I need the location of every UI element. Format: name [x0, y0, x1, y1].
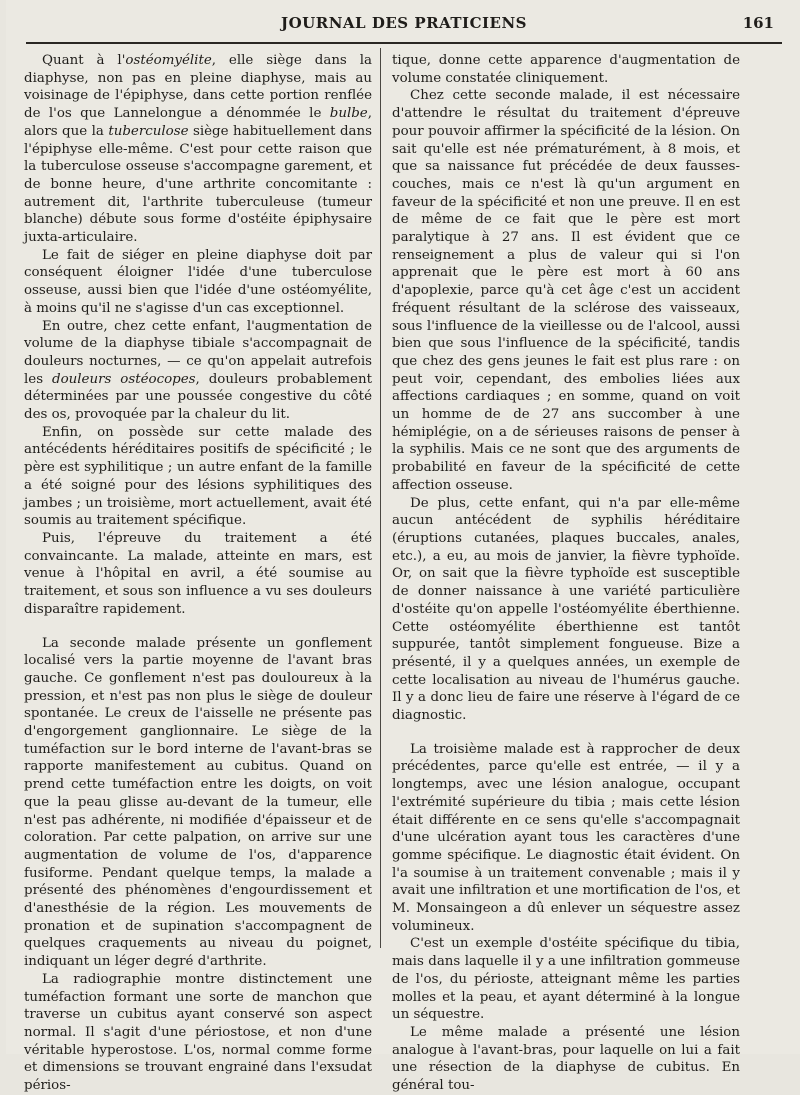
- text-run: , elle siège dans la diaphyse, non pas en pleine diaphyse, mais au voisinage de l'épiphyse, dans cette portion renflée de l'os que Lannelongue a dénommée le: [24, 53, 372, 122]
- page-number: 161: [742, 14, 774, 32]
- paragraph-exemple: C'est un exemple d'ostéite spécifique du tibia, mais dans laquelle il y a une infiltration gommeuse de l'os, du périoste, atteignant même les parties molles et la peau, et ayant déterminé à la longue un séquestre.: [392, 936, 740, 1023]
- paragraph-typhoide: De plus, cette enfant, qui n'a par elle-même aucun antécédent de syphilis héréditaire (éruptions cutanées, plaques buccales, anales, etc.), a eu, au mois de janvier, la fièvre typhoïde. Or, on sait que la fièvre typhoïde est susceptible de donner naissance à une variété particulière d'ostéite qu'on appelle l'ostéomyélite éberthienne. Cette ostéomyélite éberthienne est tantôt suppurée, tantôt simplement fongueuse. Bize a présenté, il y a quelques années, un exemple de cette localisation au niveau de l'humérus gauche. Il y a donc lieu de faire une réserve à l'égard de ce diagnostic.: [392, 495, 740, 724]
- italic-term: douleurs ostéocopes: [52, 371, 196, 387]
- italic-term: tuberculose: [108, 123, 189, 139]
- italic-term: bulbe: [329, 106, 368, 122]
- page-header: [26, 8, 782, 42]
- paragraph-epreuve: Puis, l'épreuve du traitement a été convaincante. La malade, atteinte en mars, est venue à l'hôpital en avril, a été soumise au traitement, et sous son influence a vu ses douleurs disparaître rapidement.: [24, 530, 372, 617]
- italic-term: ostéomyélite: [125, 53, 212, 68]
- paragraph-continuation: tique, donne cette apparence d'augmentation de volume constatée cliniquement.: [392, 53, 740, 86]
- paragraph-diaphyse: Le fait de siéger en pleine diaphyse doit par conséquent éloigner l'idée d'une tuberculose osseuse, aussi bien que l'idée d'une ostéomyélite, à moins qu'il ne s'agisse d'un cas exceptionnel.: [24, 247, 372, 316]
- left-column: [24, 52, 372, 1095]
- paragraph-traitement: Chez cette seconde malade, il est nécessaire d'attendre le résultat du traitement d'épreuve pour pouvoir affirmer la spécificité de la lésion. On sait qu'elle est née prématurément, à 8 mois, et que sa naissance fut précédée de deux fausses-couches, mais ce n'est là qu'un argument en faveur de la spécificité et non une preuve. Il en est de même de ce fait que le père est mort paralytique à 27 ans. Il est évident que ce renseignement a plus de valeur qui si l'on apprenait que le père est mort à 60 ans d'apoplexie, parce qu'à cet âge c'est un accident fréquent résultant de la sclérose des vaisseaux, sous l'influence de la vieillesse ou de l'alcool, aussi bien que sous l'influence de la spécificité, tandis que chez des gens jeunes le fait est plus rare : on peut voir, cependant, des embolies liées aux affections cardiaques ; en somme, quand on voit un homme de de 27 ans succomber à une hémiplégie, on a de sérieuses raisons de penser à la syphilis. Mais ce ne sont que des arguments de probabilité en faveur de la spécificité de cette affection osseuse.: [392, 88, 740, 493]
- text-run: En outre, chez cette enfant, l'augmentation de volume de la diaphyse tibiale s'accompagnait de douleurs nocturnes, — ce qu'on appelait autrefois les: [24, 318, 372, 387]
- text-run: , alors que la: [24, 106, 372, 139]
- journal-title: JOURNAL DES PRATICIENS: [281, 14, 527, 32]
- text-run: Quant à l': [42, 53, 126, 68]
- paragraph-douleurs: [24, 318, 372, 424]
- paragraph-radiographie: La radiographie montre distinctement une tuméfaction formant une sorte de manchon que traverse un cubitus ayant conservé son aspect normal. Il s'agit d'une périostose, et non d'une véritable hyperostose. L'os, normal comme forme et dimensions se trouvant engrainé dans l'exsudat périos-: [24, 971, 372, 1094]
- paragraph-troisieme-malade: La troisième malade est à rapprocher de deux précédentes, parce qu'elle est entrée, — il y a longtemps, avec une lésion analogue, occupant l'extrémité supérieure du tibia ; mais cette lésion était différente en ce sens qu'elle s'accompagnait d'une ulcération ayant tous les caractères d'une gomme spécifique. Le diagnostic était évident. On l'a soumise à un traitement convenable ; mais il y avait une infiltration et une mortification de l'os, et M. Monsaingeon a dû enlever un séquestre assez volumineux.: [392, 741, 740, 934]
- column-divider: [380, 48, 381, 948]
- journal-page: [6, 0, 800, 1094]
- text-run: , douleurs probablement déterminées par une poussée congestive du côté des os, provoquée par la chaleur du lit.: [24, 371, 372, 423]
- header-rule: [26, 42, 782, 44]
- paragraph-seconde-malade: La seconde malade présente un gonflement localisé vers la partie moyenne de l'avant bras gauche. Ce gonflement n'est pas douloureux à la pression, et n'est pas non plus le siège de douleur spontanée. Le creux de l'aisselle ne présente pas d'engorgement ganglionnaire. Le siège de la tuméfaction sur le bord interne de l'avant-bras se rapporte manifestement au cubitus. Quand on prend cette tuméfaction entre les doigts, on voit que la peau glisse au-devant de la tumeur, elle n'est pas adhérente, ni modifiée d'épaisseur et de coloration. Par cette palpation, on arrive sur une augmentation de volume de l'os, d'apparence fusiforme. Pendant quelque temps, la malade a présenté des phénomènes d'engourdissement et d'anesthésie de la région. Les mouvements de pronation et de supination s'accompagnent de quelques craquements au niveau du poignet, indiquant un léger degré d'arthrite.: [24, 635, 372, 970]
- paragraph-osteomyelite: [24, 52, 372, 247]
- paragraph-antecedents: Enfin, on possède sur cette malade des antécédents héréditaires positifs de spécificité ; le père est syphilitique ; un autre enfant de la famille a été soigné pour des lésions syphilitiques des jambes ; un troisième, mort actuellement, avait été soumis au traitement spécifique.: [24, 424, 372, 529]
- paragraph-meme-malade: Le même malade a présenté une lésion analogue à l'avant-bras, pour laquelle on lui a fait une résection de la diaphyse de cubitus. En général tou-: [392, 1024, 740, 1094]
- right-column: [392, 52, 740, 1095]
- text-run: siège habituellement dans l'épiphyse elle-même. C'est pour cette raison que la tuberculose osseuse s'accompagne garement, et de bonne heure, d'une arthrite concomitante : autrement dit, l'arthrite tuberculeuse (tumeur blanche) débute sous forme d'ostéite épiphysaire juxta-articulaire.: [24, 123, 372, 246]
